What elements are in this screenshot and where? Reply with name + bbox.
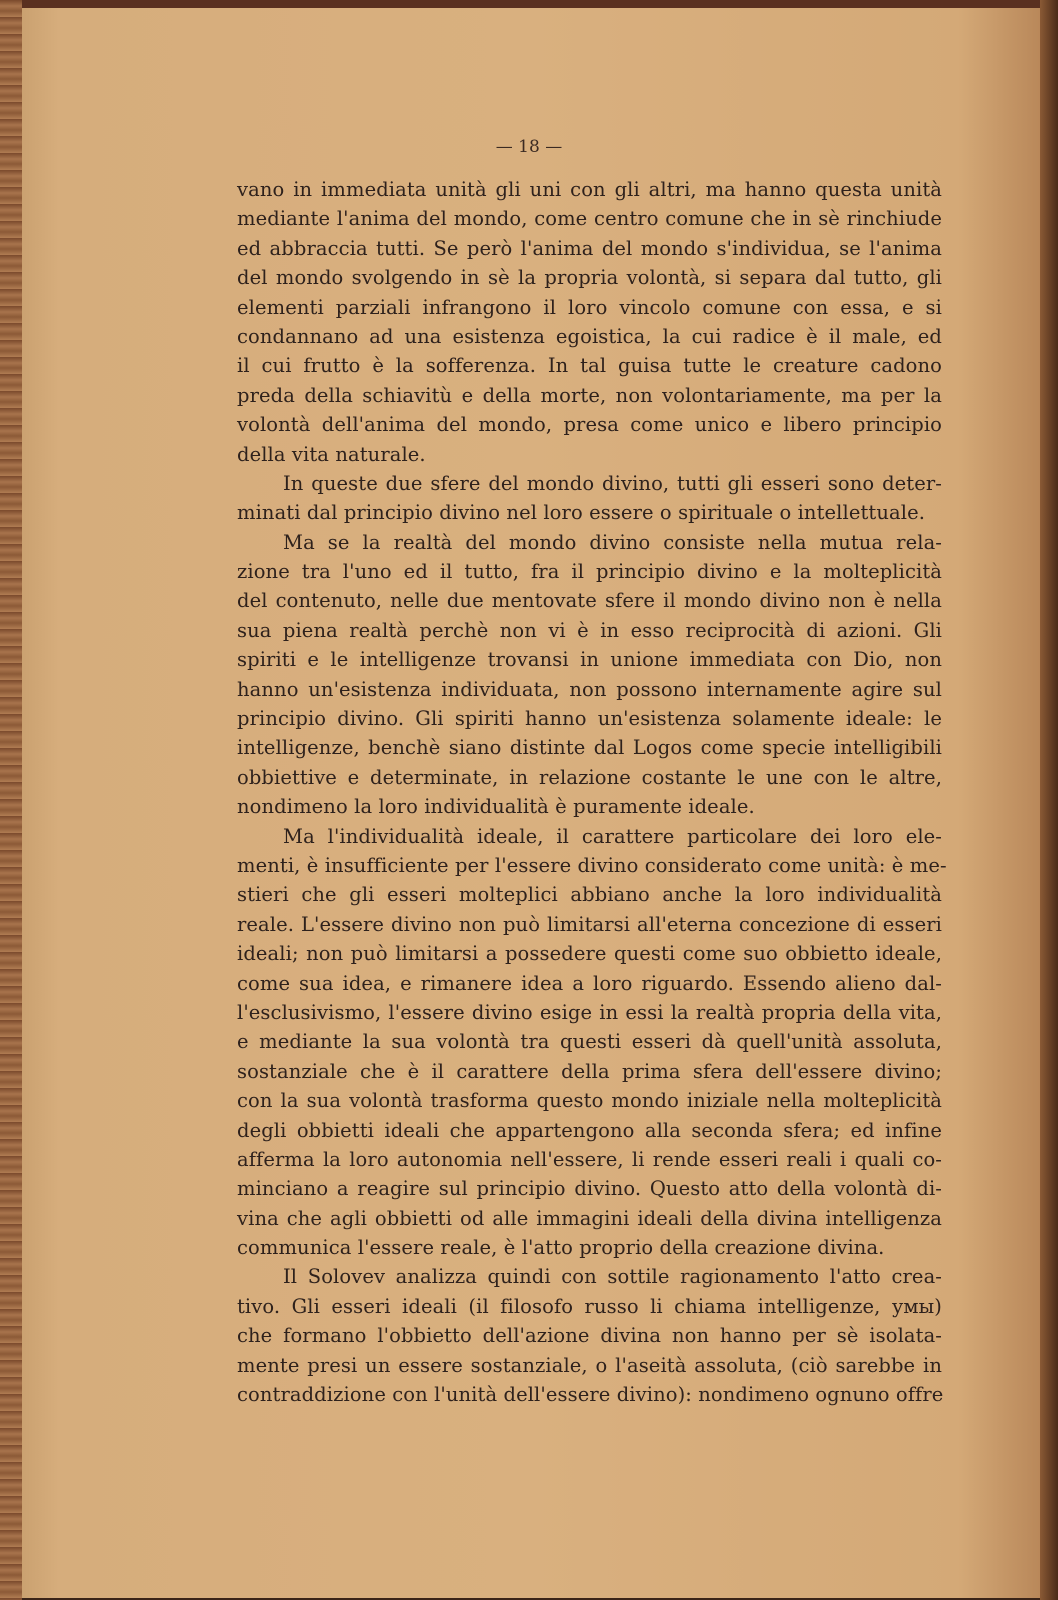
text-line: contraddizione con l'unità dell'essere divino): nondimeno ognuno offre (237, 1383, 944, 1407)
text-line: obbiettive e determinate, in relazione costante le une con le altre, (237, 765, 942, 789)
text-line: il cui frutto è la sofferenza. In tal guisa tutte le creature cadono (237, 354, 942, 378)
text-line: hanno un'esistenza individuata, non possono internamente agire sul (237, 677, 942, 701)
text-line: del mondo svolgendo in sè la propria volontà, si separa dal tutto, gli (237, 266, 942, 290)
page-number: — 18 — (495, 137, 563, 157)
text-line: sostanziale che è il carattere della prima sfera dell'essere divino; (237, 1059, 942, 1083)
text-line: reale. L'essere divino non può limitarsi all'eterna concezione di esseri (237, 912, 942, 936)
text-line: vina che agli obbietti od alle immagini ideali della divina intelligenza (237, 1206, 942, 1230)
text-line: minati dal principio divino nel loro essere o spirituale o intellettuale. (237, 501, 926, 525)
text-line: ideali; non può limitarsi a possedere questi come suo obbietto ideale, (237, 942, 942, 966)
text-line: volontà dell'anima del mondo, presa come unico e libero principio (237, 413, 942, 437)
text-line: con la sua volontà trasforma questo mondo iniziale nella molteplicità (237, 1089, 942, 1113)
text-line: tivo. Gli esseri ideali (il filosofo russo li chiama intelligenze, умы) (237, 1294, 942, 1318)
text-line: ed abbraccia tutti. Se però l'anima del mondo s'individua, se l'anima (237, 236, 942, 260)
text-line: stieri che gli esseri molteplici abbiano anche la loro individualità (237, 883, 942, 907)
book-right-edge (1040, 0, 1058, 1600)
book-spine-edge (0, 0, 22, 1600)
text-line: zione tra l'uno ed il tutto, fra il principio divino e la molteplicità (237, 560, 942, 584)
text-line: spiriti e le intelligenze trovansi in unione immediata con Dio, non (237, 648, 942, 672)
text-line: communica l'essere reale, è l'atto proprio della creazione divina. (237, 1236, 885, 1260)
text-line: minciano a reagire sul principio divino. Questo atto della volontà di- (237, 1177, 942, 1201)
text-line: che formano l'obbietto dell'azione divina non hanno per sè isolata- (237, 1324, 942, 1348)
text-line: e mediante la sua volontà tra questi esseri dà quell'unità assoluta, (237, 1030, 942, 1054)
text-line: elementi parziali infrangono il loro vincolo comune con essa, e si (237, 295, 942, 319)
text-line: Ma se la realtà del mondo divino consiste nella mutua rela- (283, 530, 942, 554)
text-line: preda della schiavitù e della morte, non volontariamente, ma per la (237, 383, 942, 407)
text-line: del contenuto, nelle due mentovate sfere il mondo divino non è nella (237, 589, 942, 613)
text-line: mente presi un essere sostanziale, o l'aseità assoluta, (ciò sarebbe in (237, 1353, 942, 1377)
text-line: condannano ad una esistenza egoistica, la cui radice è il male, ed (237, 324, 942, 348)
text-line: degli obbietti ideali che appartengono alla seconda sfera; ed infine (237, 1118, 942, 1142)
text-line: l'esclusivismo, l'essere divino esige in essi la realtà propria della vita, (237, 1000, 942, 1024)
body-text (237, 175, 947, 1409)
text-line: intelligenze, benchè siano distinte dal Logos come specie intelligibili (237, 736, 942, 760)
text-line: Ma l'individualità ideale, il carattere particolare dei loro ele- (283, 824, 942, 848)
text-line: come sua idea, e rimanere idea a loro riguardo. Essendo alieno dal- (237, 971, 942, 995)
text-line: nondimeno la loro individualità è puramente ideale. (237, 795, 755, 819)
text-line: sua piena realtà perchè non vi è in esso reciprocità di azioni. Gli (237, 618, 942, 642)
text-line: della vita naturale. (237, 442, 426, 466)
book-top-edge (0, 0, 1058, 8)
text-line: mediante l'anima del mondo, come centro comune che in sè rinchiude (237, 207, 942, 231)
text-line: Il Solovev analizza quindi con sottile ragionamento l'atto crea- (283, 1265, 942, 1289)
text-line: menti, è insufficiente per l'essere divino considerato come unità: è me- (237, 853, 947, 877)
text-line: principio divino. Gli spiriti hanno un'esistenza solamente ideale: le (237, 707, 942, 731)
text-line: In queste due sfere del mondo divino, tutti gli esseri sono deter- (283, 471, 942, 495)
text-line: vano in immediata unità gli uni con gli altri, ma hanno questa unità (237, 178, 942, 201)
text-line: afferma la loro autonomia nell'essere, li rende esseri reali i quali co- (237, 1147, 942, 1171)
